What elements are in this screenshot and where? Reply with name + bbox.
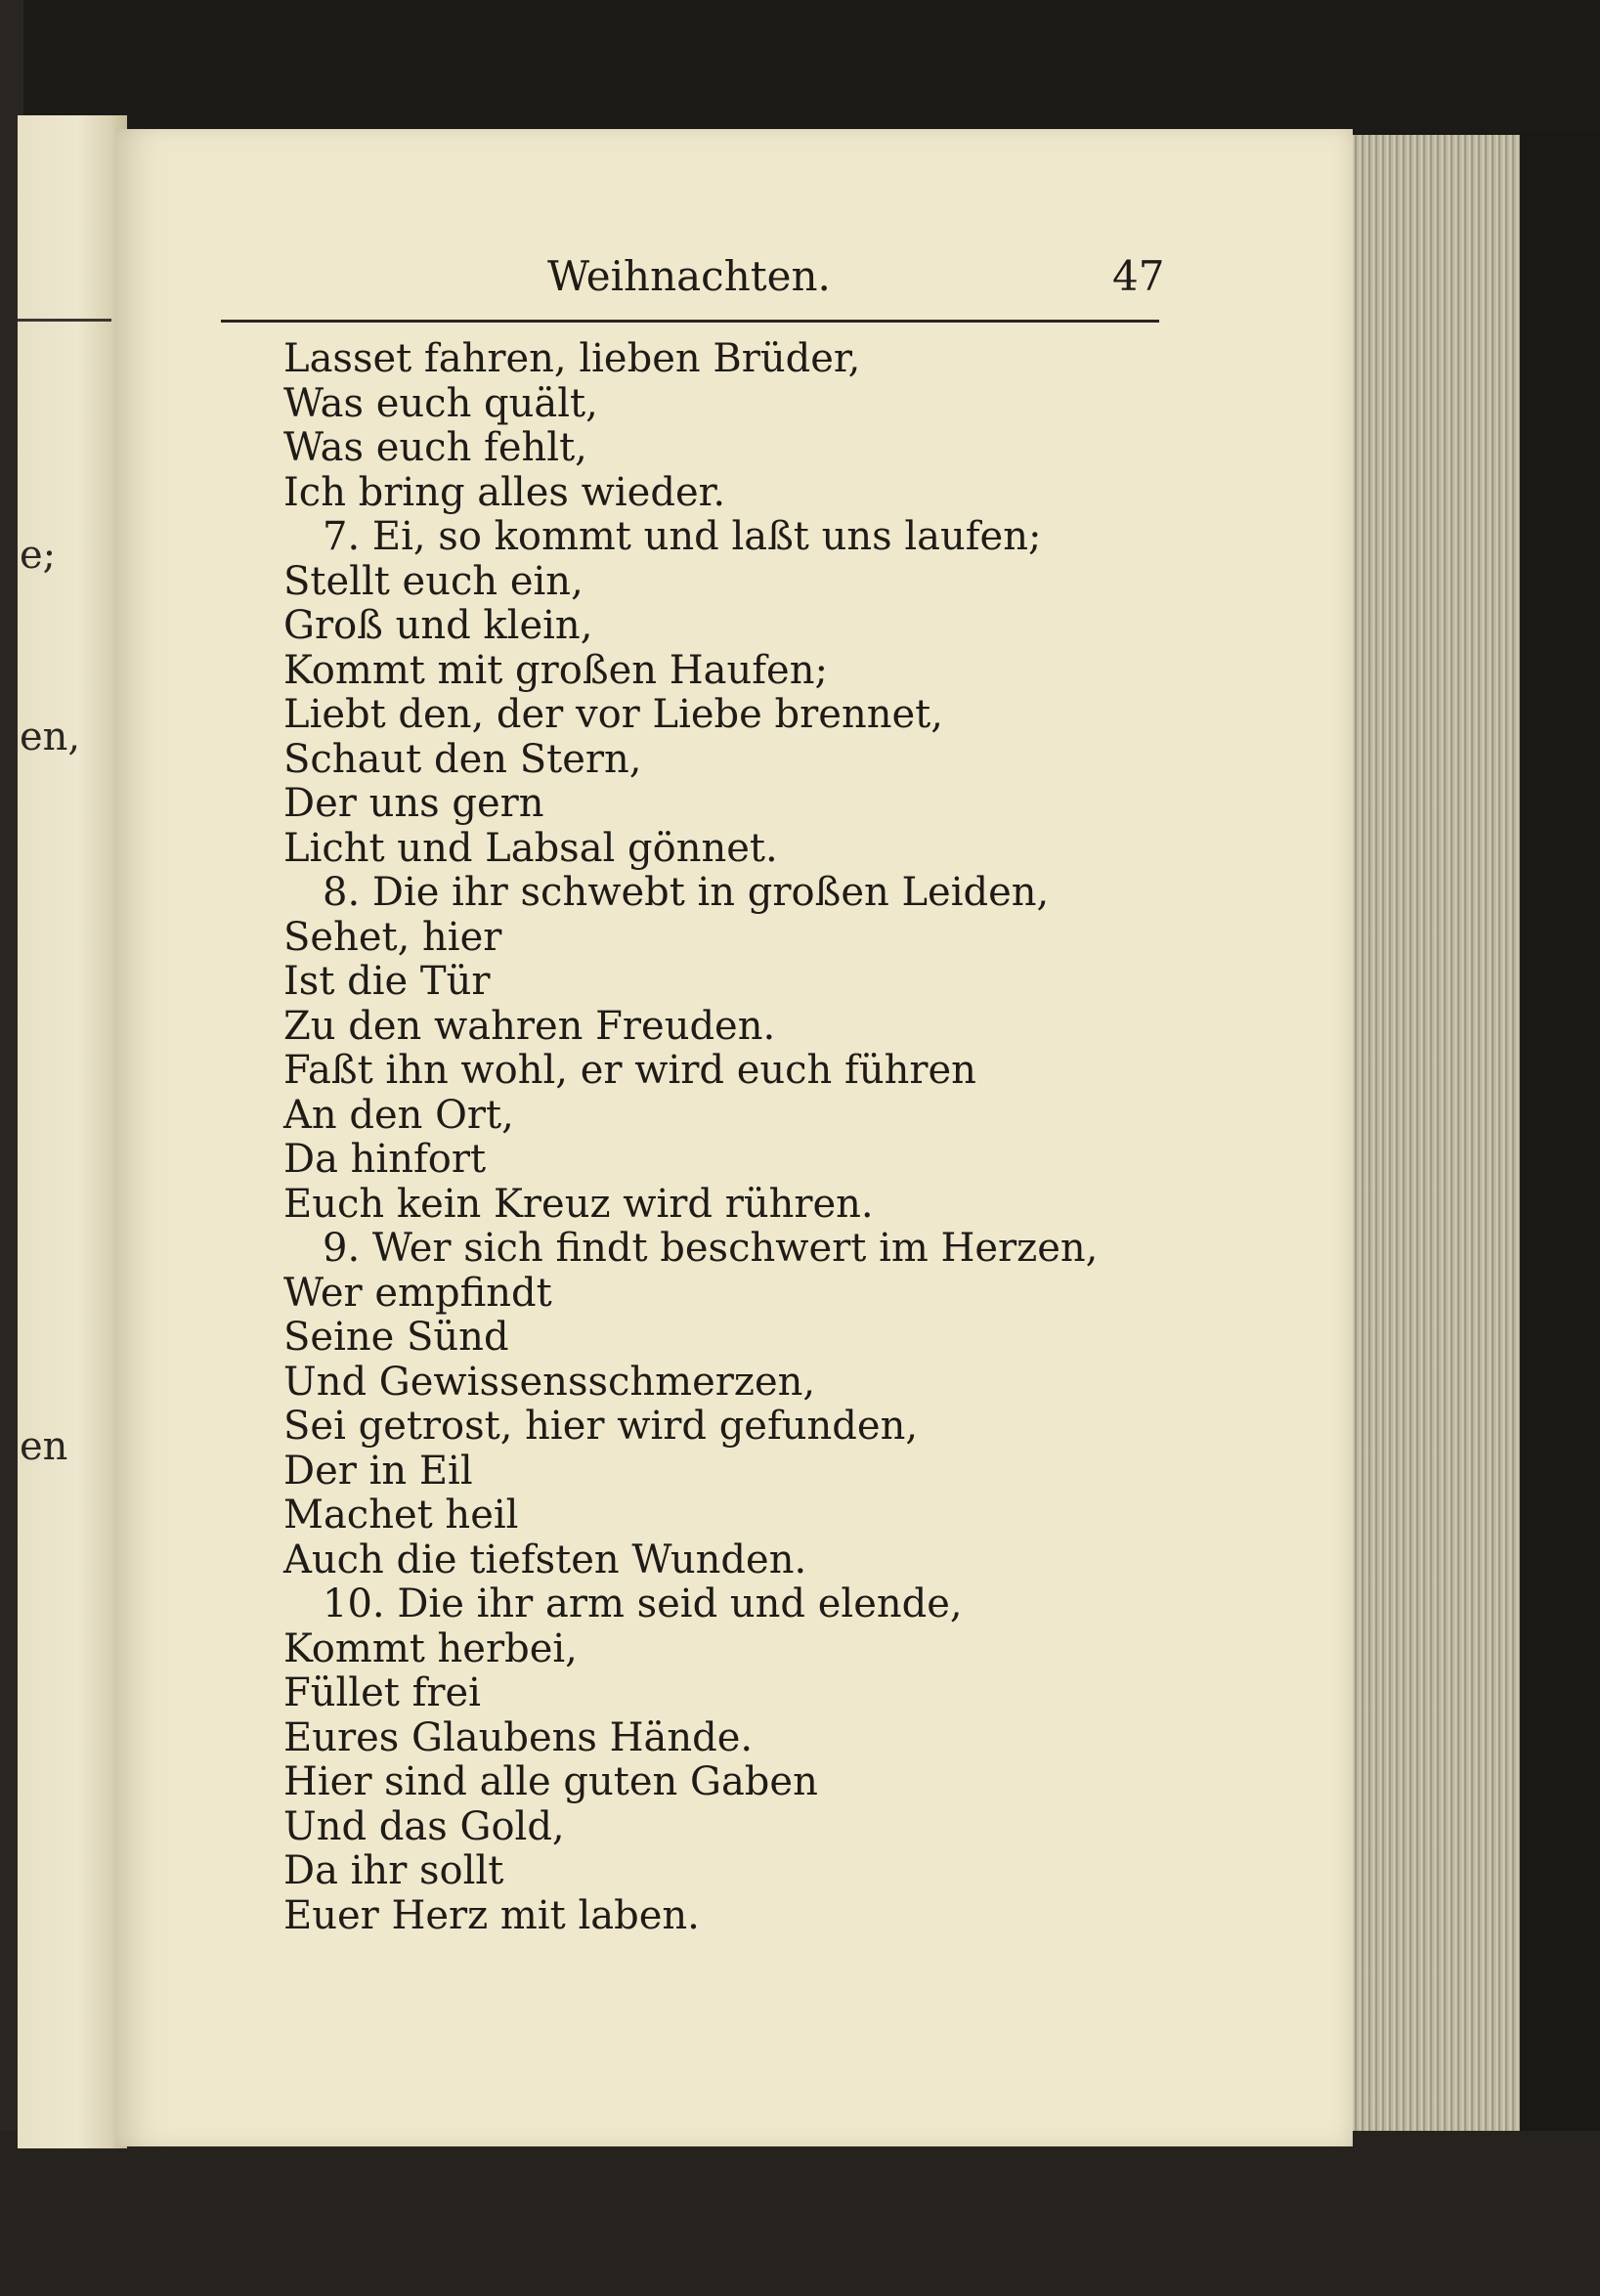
- hymn-line: Sei getrost, hier wird gefunden,: [283, 1404, 919, 1449]
- previous-page-fragment: en: [20, 1424, 68, 1469]
- hymn-line: Groß und klein,: [283, 603, 593, 648]
- hymn-line: Stellt euch ein,: [283, 558, 584, 604]
- hymn-line: Was euch fehlt,: [283, 425, 587, 470]
- previous-page-fragment: e;: [20, 533, 57, 578]
- previous-page-rule: [18, 319, 111, 322]
- hymn-line: Schaut den Stern,: [283, 736, 642, 782]
- page-number: 47: [1112, 252, 1165, 300]
- hymn-line: Licht und Labsal gönnet.: [283, 825, 778, 871]
- hymn-line: Eures Glaubens Hände.: [283, 1714, 754, 1760]
- hymn-line: Kommt mit großen Haufen;: [283, 647, 828, 693]
- hymn-line: Lasset fahren, lieben Brüder,: [283, 336, 861, 381]
- hymn-line: Ich bring alles wieder.: [283, 469, 726, 515]
- hymn-line: Kommt herbei,: [283, 1625, 578, 1671]
- hymn-line: Seine Sünd: [283, 1315, 509, 1360]
- hymn-line: Da ihr sollt: [283, 1848, 504, 1893]
- hymn-line: Hier sind alle guten Gaben: [283, 1759, 818, 1804]
- hymn-text: [283, 337, 1098, 1938]
- hymn-line: Machet heil: [283, 1493, 519, 1538]
- verse-first-line: 9. Wer sich findt beschwert im Herzen,: [323, 1226, 1099, 1271]
- hymn-line: An den Ort,: [283, 1092, 514, 1138]
- hymn-line: Faßt ihn wohl, er wird euch führen: [283, 1048, 976, 1093]
- previous-page: [18, 115, 127, 2148]
- hymn-line: Und das Gold,: [283, 1803, 565, 1849]
- verse-first-line: 10. Die ihr arm seid und elende,: [323, 1581, 963, 1626]
- verse-first-line: 7. Ei, so kommt und laßt uns laufen;: [323, 514, 1042, 559]
- hymn-line: Füllet frei: [283, 1670, 481, 1715]
- background-bottom: [0, 2131, 1600, 2296]
- hymn-line: Und Gewissensschmerzen,: [283, 1359, 816, 1405]
- hymn-line: Der uns gern: [283, 781, 544, 826]
- hymn-line: Zu den wahren Freuden.: [283, 1003, 776, 1049]
- header-rule: [221, 320, 1159, 323]
- hymn-line: Liebt den, der vor Liebe brennet,: [283, 692, 943, 737]
- previous-page-fragment: en,: [20, 715, 81, 759]
- hymn-line: Euch kein Kreuz wird rühren.: [283, 1181, 874, 1227]
- page-edges: [1344, 135, 1520, 2168]
- running-head: Weihnachten.: [547, 252, 831, 300]
- hymn-line: Sehet, hier: [283, 914, 502, 960]
- hymn-line: Was euch quält,: [283, 380, 598, 426]
- hymn-line: Auch die tiefsten Wunden.: [283, 1537, 807, 1582]
- hymn-line: Euer Herz mit laben.: [283, 1892, 700, 1938]
- hymn-line: Wer empfindt: [283, 1270, 552, 1316]
- hymn-line: Der in Eil: [283, 1448, 473, 1494]
- hymn-line: Da hinfort: [283, 1137, 487, 1182]
- verse-first-line: 8. Die ihr schwebt in großen Leiden,: [323, 870, 1050, 915]
- hymn-line: Ist die Tür: [283, 959, 491, 1004]
